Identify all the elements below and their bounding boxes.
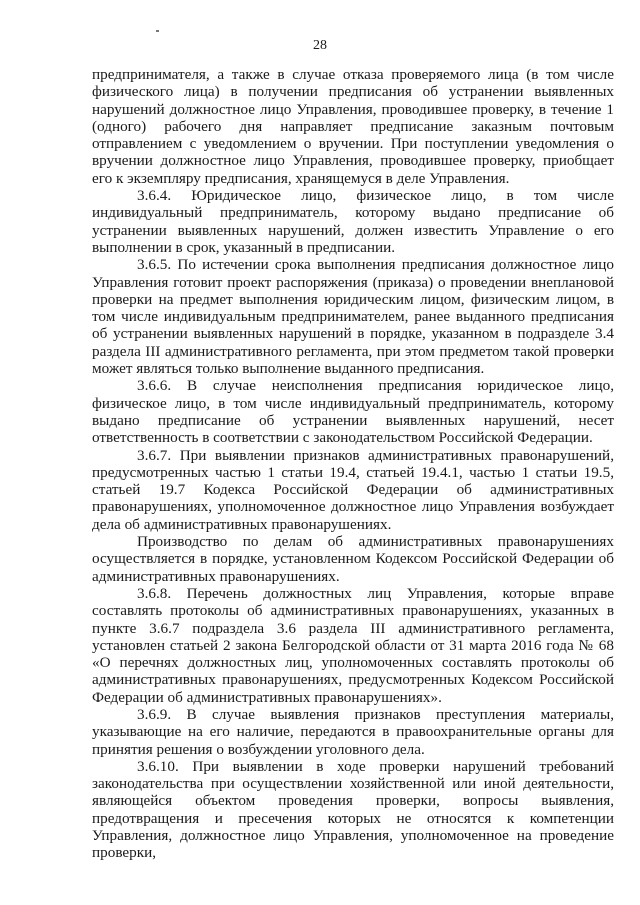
- body-text: [92, 66, 614, 862]
- paragraph-3-6-6: 3.6.6. В случае неисполнения предписания юридическое лицо, физическое лицо, в том числе индивидуальный предприниматель, которому выдано предписание об устранении выявленных нарушений, несет ответственность в соответствии с законодательством Российской Федерации.: [92, 377, 614, 447]
- paragraph-3-6-7: 3.6.7. При выявлении признаков административных правонарушений, предусмотренных частью 1 статьи 19.4, статьей 19.4.1, частью 1 статьи 19.5, статьей 19.7 Кодекса Российской Федерации об административных правонарушениях, уполномоченное должностное лицо Управления возбуждает дела об административных правонарушениях.: [92, 446, 614, 533]
- paragraph-3-6-9: 3.6.9. В случае выявления признаков преступления материалы, указывающие на его наличие, передаются в правоохранительные органы для принятия решения о возбуждении уголовного дела.: [92, 705, 614, 758]
- paragraph-proceedings: Производство по делам об административных правонарушениях осуществляется в порядке, установленном Кодексом Российской Федерации об административных правонарушениях.: [92, 533, 614, 585]
- paragraph-3-6-8: 3.6.8. Перечень должностных лиц Управления, которые вправе составлять протоколы об административных правонарушениях, указанных в пункте 3.6.7 подраздела 3.6 раздела III административного регламента, установлен статьей 2 закона Белгородской области от 31 марта 2016 года № 68 «О перечнях должностных лиц, уполномоченных составлять протоколы об административных правонарушениях, предусмотренных Кодексом Российской Федерации об административных правонарушениях».: [92, 584, 614, 706]
- paragraph-3-6-10: 3.6.10. При выявлении в ходе проверки нарушений требований законодательства при осуществлении хозяйственной или иной деятельности, являющейся объектом проведения проверки, вопросы выявления, предотвращения и пресечения которых не относятся к компетенции Управления, должностное лицо Управления, уполномоченное на проведение проверки,: [92, 757, 614, 862]
- paragraph-3-6-5: 3.6.5. По истечении срока выполнения предписания должностное лицо Управления готовит проект распоряжения (приказа) о проведении внеплановой проверки на предмет выполнения юридическим лицом, физическим лицом, в том числе индивидуальным предпринимателем, ранее выданного предписания об устранении выявленных нарушений в порядке, указанном в подразделе 3.4 раздела III административного регламента, при этом предметом такой проверки может являться только выполнение выданного предписания.: [92, 256, 614, 378]
- paragraph-3-6-4: 3.6.4. Юридическое лицо, физическое лицо, в том числе индивидуальный предприниматель, которому выдано предписание об устранении выявленных нарушений, должен известить Управление о его выполнении в срок, указанный в предписании.: [92, 187, 614, 256]
- paragraph-continuation: предпринимателя, а также в случае отказа проверяемого лица (в том числе физического лица) в получении предписания об устранении выявленных нарушений должностное лицо Управления, проводившее проверку, в течение 1 (одного) рабочего дня направляет предписание заказным почтовым отправлением с уведомлением о вручении. При поступлении уведомления о вручении должностное лицо Управления, проводившее проверку, приобщает его к экземпляру предписания, хранящемуся в деле Управления.: [92, 66, 614, 187]
- scan-speck: [156, 30, 159, 32]
- page-number: 28: [313, 38, 327, 53]
